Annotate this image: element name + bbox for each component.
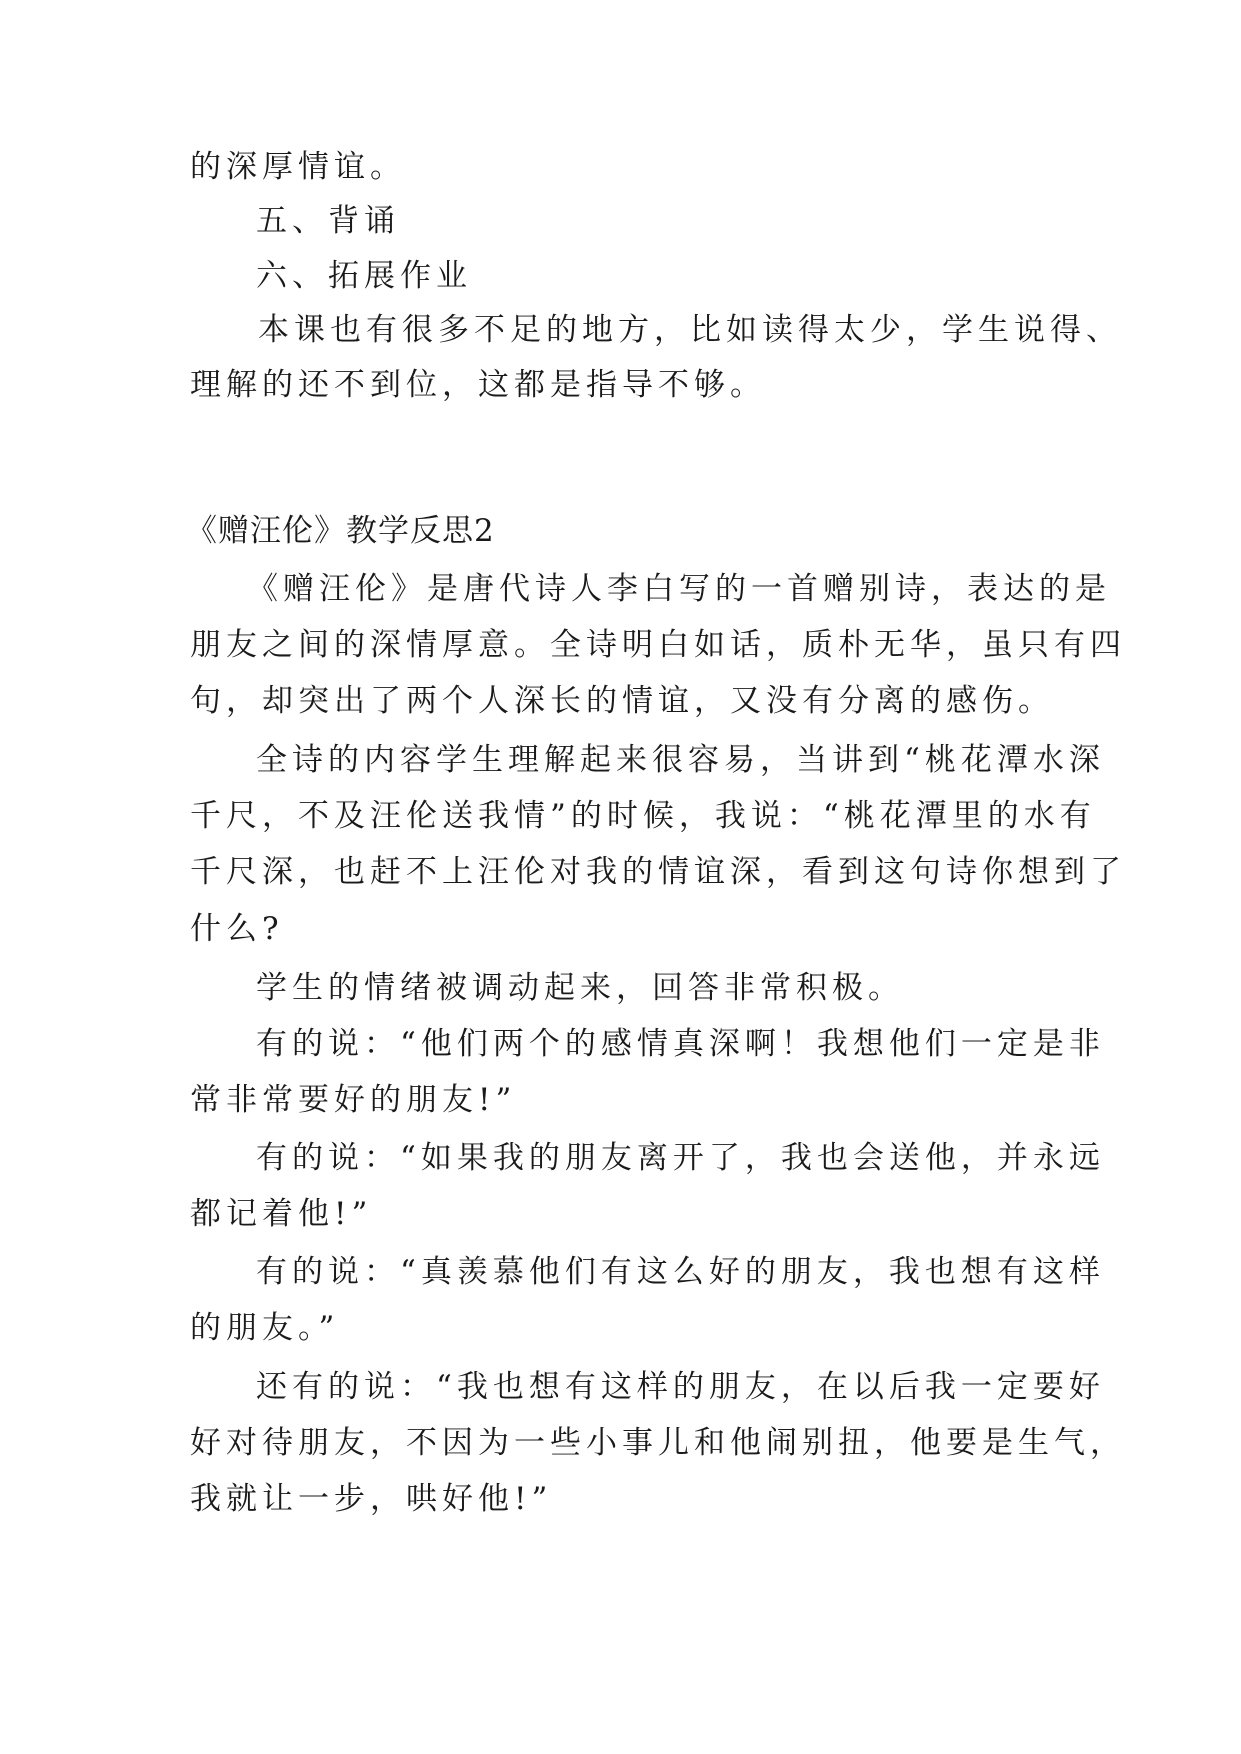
paragraph-line: 好对待朋友，不因为一些小事儿和他闹别扭，他要是生气， xyxy=(190,1425,1126,1461)
paragraph-line: 我就让一步，哄好他!” xyxy=(190,1481,553,1517)
section-heading: 《赠汪伦》教学反思2 xyxy=(186,513,495,549)
paragraph-line: 学生的情绪被调动起来，回答非常积极。 xyxy=(256,970,904,1006)
section-item-recite: 五、背诵 xyxy=(256,203,400,239)
paragraph-line: 有的说：“真羡慕他们有这么好的朋友，我也想有这样 xyxy=(256,1254,1105,1290)
paragraph-line: 本课也有很多不足的地方，比如读得太少，学生说得、 xyxy=(258,312,1122,348)
paragraph-line: 的深厚情谊。 xyxy=(190,149,406,185)
paragraph-line: 句，却突出了两个人深长的情谊，又没有分离的感伤。 xyxy=(190,683,1054,719)
paragraph-line: 千尺深，也赶不上汪伦对我的情谊深，看到这句诗你想到了 xyxy=(190,854,1126,890)
paragraph-line: 的朋友。” xyxy=(190,1310,340,1346)
section-item-homework: 六、拓展作业 xyxy=(256,258,472,294)
paragraph-line: 有的说：“如果我的朋友离开了，我也会送他，并永远 xyxy=(256,1140,1105,1176)
paragraph-line: 都记着他!” xyxy=(190,1196,373,1232)
paragraph-line: 全诗的内容学生理解起来很容易，当讲到“桃花潭水深 xyxy=(256,742,1105,778)
paragraph-line: 什么? xyxy=(190,911,284,947)
paragraph-line: 《赠汪伦》是唐代诗人李白写的一首赠别诗，表达的是 xyxy=(247,571,1111,607)
paragraph-line: 朋友之间的深情厚意。全诗明白如话，质朴无华，虽只有四 xyxy=(190,627,1126,663)
paragraph-line: 理解的还不到位，这都是指导不够。 xyxy=(190,367,766,403)
paragraph-line: 还有的说：“我也想有这样的朋友，在以后我一定要好 xyxy=(256,1369,1105,1405)
paragraph-line: 常非常要好的朋友!” xyxy=(190,1082,517,1118)
paragraph-line: 千尺，不及汪伦送我情”的时候，我说：“桃花潭里的水有 xyxy=(190,798,1096,834)
paragraph-line: 有的说：“他们两个的感情真深啊！我想他们一定是非 xyxy=(256,1026,1105,1062)
